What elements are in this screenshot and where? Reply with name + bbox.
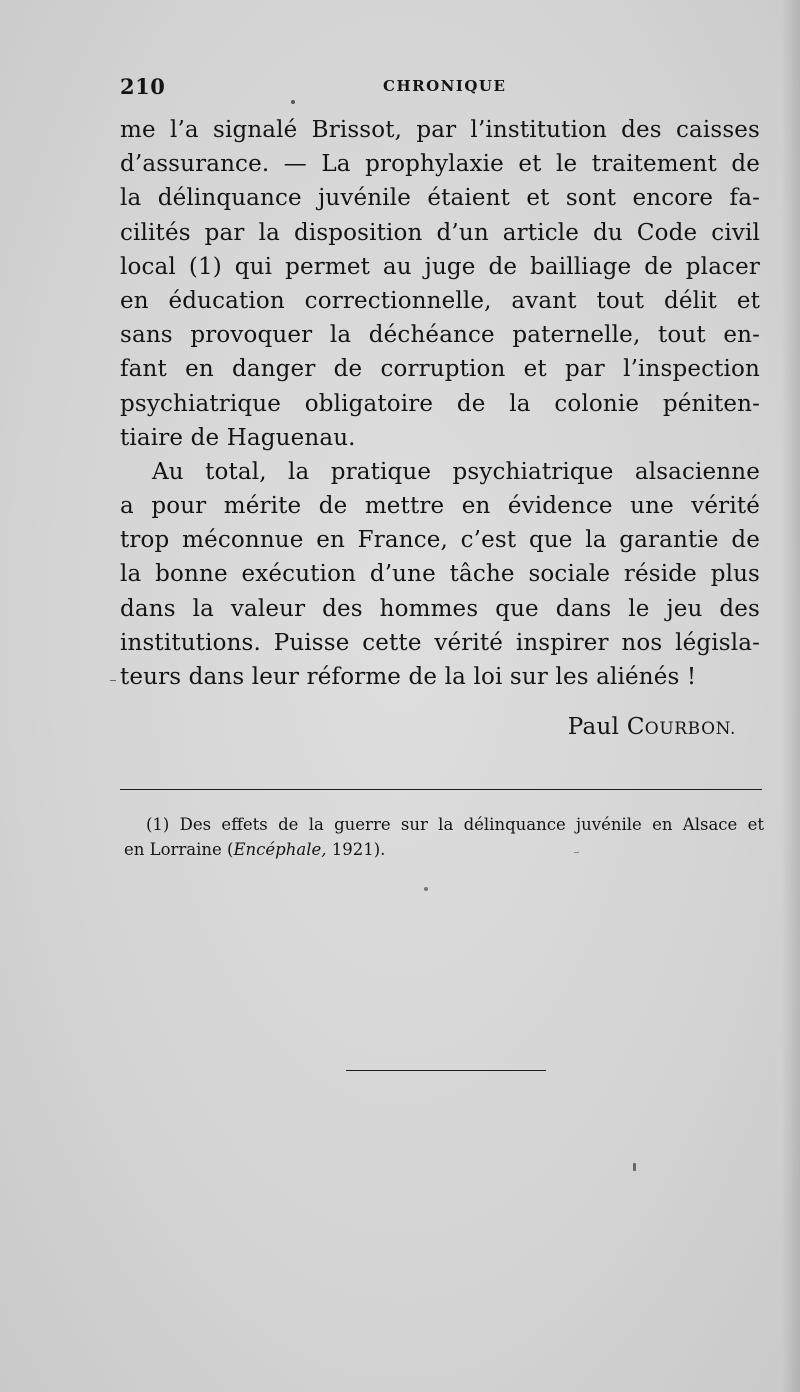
running-head bbox=[120, 74, 760, 104]
paper-speck bbox=[110, 680, 116, 681]
text-line: sans provoquer la déchéance paternelle, tout en- bbox=[120, 322, 760, 349]
text-line: trop méconnue en France, c’est que la garantie de bbox=[120, 527, 760, 554]
author-signature bbox=[568, 714, 736, 740]
text-line: la délinquance juvénile étaient et sont encore fa- bbox=[120, 185, 760, 212]
paper-speck bbox=[574, 852, 579, 853]
text-line: institutions. Puisse cette vérité inspirer nos législa- bbox=[120, 629, 760, 656]
author-surname-initial: C bbox=[626, 714, 645, 740]
footnote-line: (1) Des effets de la guerre sur la délinquance juvénile en Alsace et bbox=[146, 815, 764, 834]
text-line: local (1) qui permet au juge de bailliage de placer bbox=[120, 253, 760, 280]
footnote-divider bbox=[120, 789, 762, 790]
text-line: Au total, la pratique psychiatrique alsacienne bbox=[152, 458, 760, 485]
text-line: dans la valeur des hommes que dans le jeu des bbox=[120, 595, 760, 622]
page-edge-shadow bbox=[782, 0, 800, 1392]
footnote-line bbox=[124, 837, 764, 862]
text-line: en éducation correctionnelle, avant tout délit et bbox=[120, 287, 760, 314]
text-line: tiaire de Haguenau. bbox=[120, 424, 356, 451]
text-line: psychiatrique obligatoire de la colonie péniten- bbox=[120, 390, 760, 417]
text-line: me l’a signalé Brissot, par l’institution des caisses bbox=[120, 117, 760, 143]
text-line: fant en danger de corruption et par l’inspection bbox=[120, 356, 760, 383]
footnote bbox=[124, 812, 764, 862]
paper-speck bbox=[291, 100, 295, 104]
paper-speck bbox=[424, 887, 428, 891]
author-first-name: Paul bbox=[567, 714, 620, 740]
footnote-journal-title: Encéphale, bbox=[233, 840, 327, 859]
footnote-text: 1921). bbox=[326, 840, 386, 859]
footnote-text: en Lorraine ( bbox=[124, 840, 234, 859]
end-rule bbox=[346, 1070, 546, 1071]
body-text bbox=[120, 113, 760, 694]
text-line: cilités par la disposition d’un article du Code civil bbox=[120, 219, 760, 246]
text-line: d’assurance. — La prophylaxie et le traitement de bbox=[120, 151, 760, 178]
page-number: 210 bbox=[120, 74, 166, 99]
text-line: la bonne exécution d’une tâche sociale réside plus bbox=[120, 561, 760, 588]
text-line: teurs dans leur réforme de la loi sur les aliénés ! bbox=[120, 664, 697, 690]
author-surname-rest: OURBON. bbox=[644, 719, 736, 739]
running-title: CHRONIQUE bbox=[383, 77, 507, 95]
text-line: a pour mérite de mettre en évidence une vérité bbox=[120, 493, 760, 520]
paper-speck bbox=[633, 1163, 636, 1171]
